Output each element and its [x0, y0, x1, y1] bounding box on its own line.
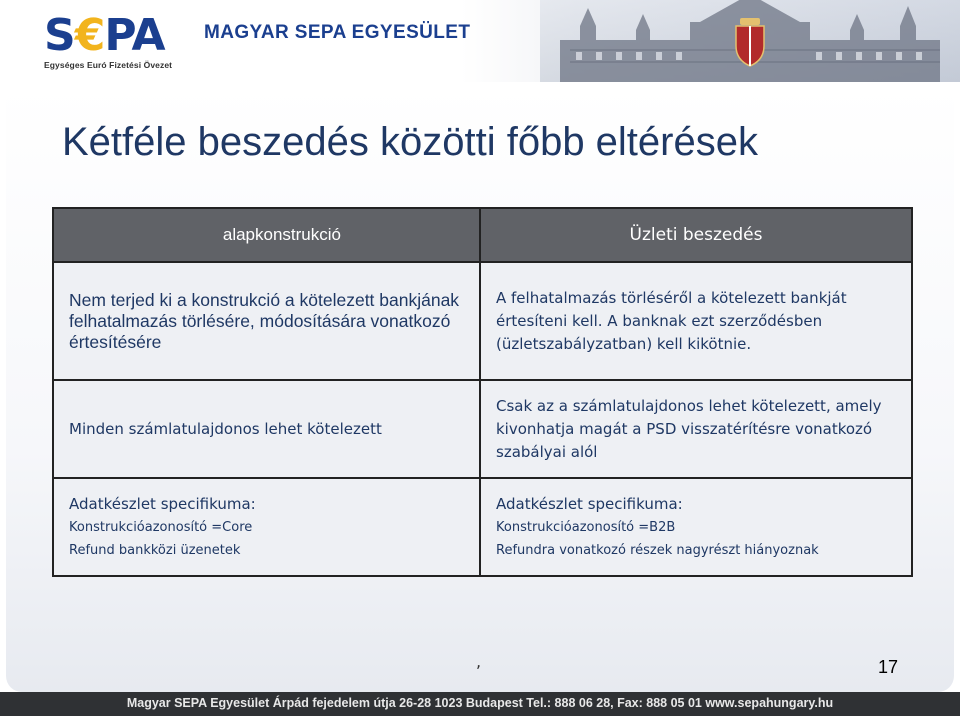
logo-subtitle: Egységes Euró Fizetési Övezet — [44, 60, 173, 70]
table-header-row — [53, 208, 912, 262]
column-header-business: Üzleti beszedés — [480, 208, 912, 262]
table-row — [53, 380, 912, 478]
column-header-basic: alapkonstrukció — [53, 208, 480, 262]
table-cell: Nem terjed ki a konstrukció a kötelezett bankjának felhatalmazás törlésére, módosítására vonatkozó értesítésére — [53, 262, 480, 380]
dataset-title: Adatkészlet specifikuma: — [496, 494, 683, 513]
comparison-table — [52, 207, 913, 577]
dataset-title: Adatkészlet specifikuma: — [69, 494, 256, 513]
table-cell: A felhatalmazás törléséről a kötelezett bankját értesíteni kell. A banknak ezt szerződésben (üzletszabályzatban) kell kikötnie. — [480, 262, 912, 380]
org-name: MAGYAR SEPA EGYESÜLET — [204, 22, 471, 43]
refund-note: Refund bankközi üzenetek — [69, 542, 241, 558]
page-number: 17 — [878, 657, 899, 677]
construct-id: Konstrukcióazonosító =B2B — [496, 519, 676, 535]
slide-title: Kétféle beszedés közötti főbb eltérések — [62, 120, 758, 164]
table-row — [53, 262, 912, 380]
table-cell — [53, 478, 480, 576]
parliament-building-image — [540, 0, 960, 82]
euro-symbol: € — [74, 10, 105, 61]
footer-mark: , — [476, 652, 482, 671]
construct-id: Konstrukcióazonosító =Core — [69, 519, 253, 535]
sepa-logo — [44, 10, 200, 76]
table-cell: Minden számlatulajdonos lehet kötelezett — [53, 380, 480, 478]
table-row — [53, 478, 912, 576]
logo-mark: S€PA — [44, 10, 165, 61]
header-banner — [0, 0, 960, 82]
table-cell — [480, 478, 912, 576]
table-cell: Csak az a számlatulajdonos lehet kötelezett, amely kivonhatja magát a PSD visszatérítésre vonatkozó szabályai alól — [480, 380, 912, 478]
refund-note: Refundra vonatkozó részek nagyrészt hiányoznak — [496, 542, 819, 558]
footer-bar — [0, 692, 960, 716]
footer-contact-text: Magyar SEPA Egyesület Árpád fejedelem útja 26-28 1023 Budapest Tel.: 888 06 28, Fax: 888 05 01 www.sepahungary.hu — [126, 696, 834, 710]
